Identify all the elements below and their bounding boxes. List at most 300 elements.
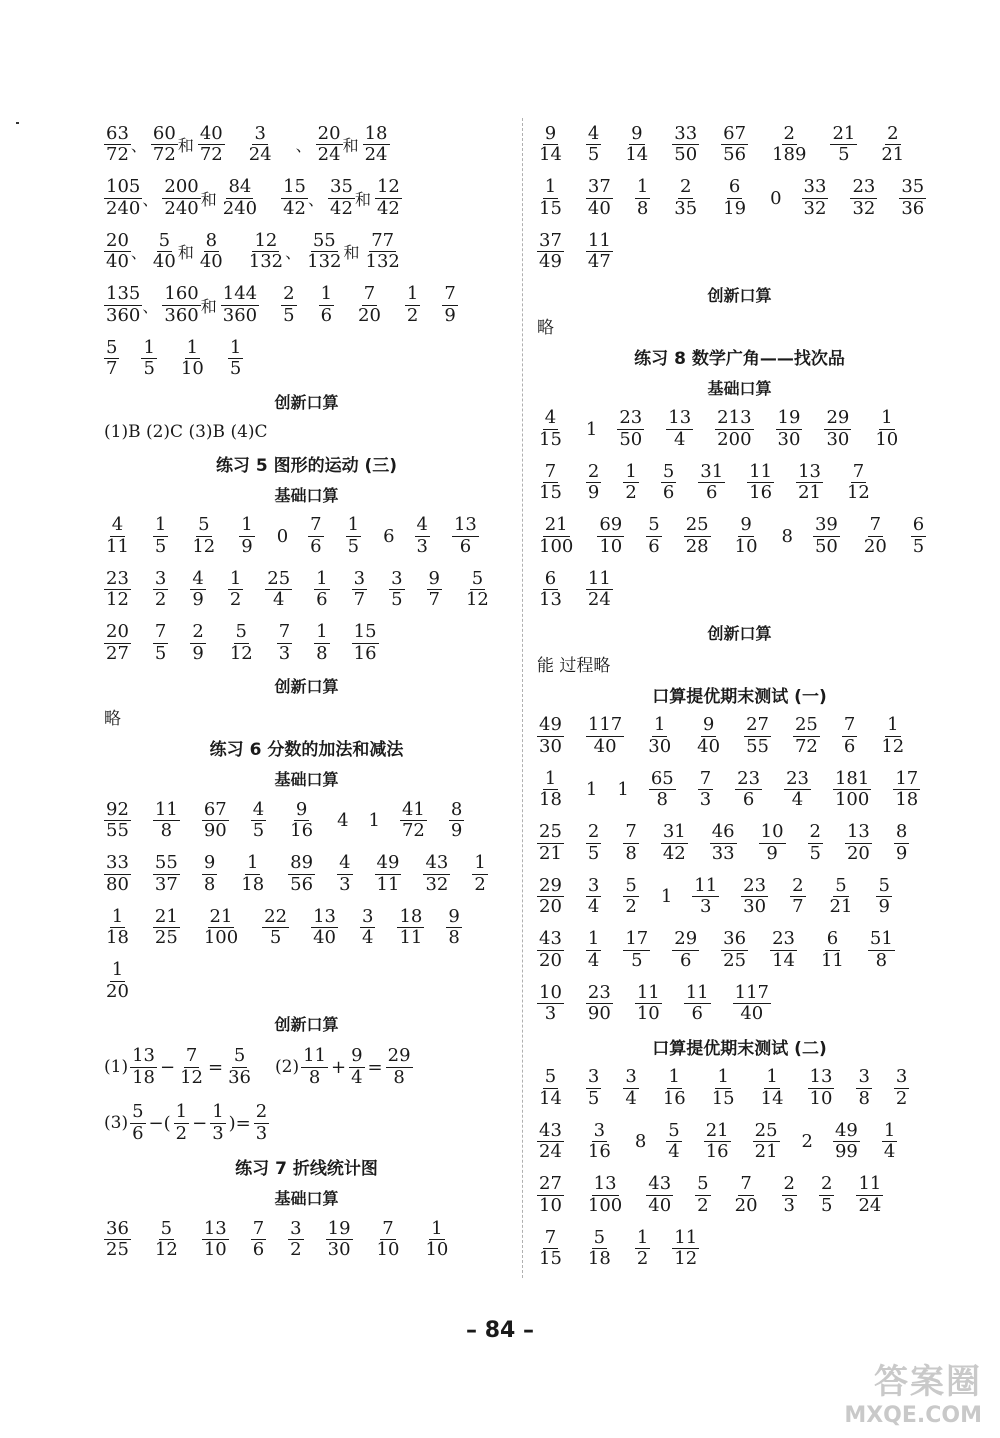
subsection-heading: 创新口算: [707, 285, 772, 305]
fraction: [537, 408, 564, 450]
denominator: 24: [248, 144, 272, 166]
numerator: 11: [858, 1173, 882, 1195]
numerator: 37: [587, 176, 611, 198]
numerator: 2: [283, 283, 295, 305]
denominator: 18: [539, 789, 562, 811]
operator: −(: [148, 1112, 171, 1134]
fraction: [281, 284, 296, 326]
denominator: 3: [544, 1003, 557, 1025]
operator: −: [192, 1112, 208, 1134]
answer-row: [537, 1222, 942, 1276]
fraction: [415, 515, 430, 557]
denominator: 2: [474, 873, 486, 895]
fraction: [446, 907, 461, 949]
denominator: 8: [625, 842, 637, 864]
numerator: 13: [593, 1173, 617, 1195]
numerator: 1: [347, 514, 360, 536]
fraction: [672, 929, 699, 971]
fraction: [597, 515, 624, 557]
numerator: 5: [158, 229, 171, 251]
numerator: 2: [192, 621, 204, 643]
integer-answer: 1: [660, 886, 673, 908]
denominator: 20: [734, 1194, 758, 1216]
denominator: 27: [106, 642, 129, 664]
denominator: 4: [587, 949, 600, 971]
denominator: 20: [846, 842, 870, 864]
denominator: 42: [376, 197, 400, 219]
denominator: 5: [347, 535, 360, 557]
fraction: [328, 177, 355, 219]
numerator: 7: [444, 283, 456, 305]
subsection-heading: 创新口算: [274, 1015, 339, 1034]
denominator: 5: [154, 642, 167, 664]
problem-label: (1): [104, 1057, 129, 1077]
numerator: 1: [625, 460, 637, 482]
numerator: 27: [746, 714, 769, 736]
fraction: [104, 622, 131, 664]
numerator: 3: [587, 1066, 600, 1088]
denominator: 9: [241, 535, 253, 557]
denominator: 40: [152, 251, 176, 273]
numerator: 40: [199, 122, 223, 144]
denominator: 21: [754, 1141, 778, 1163]
numerator: 20: [317, 122, 341, 144]
numerator: 25: [539, 821, 562, 843]
section-title: 练习 6 分数的加法和减法: [209, 740, 404, 760]
numerator: 2: [679, 176, 692, 198]
answer-row: [104, 225, 509, 279]
denominator: 33: [711, 842, 735, 864]
fraction: [198, 124, 225, 166]
numerator: 1: [143, 336, 155, 358]
numerator: 1: [653, 714, 666, 736]
numerator: 7: [625, 821, 637, 843]
fraction: [661, 462, 676, 504]
denominator: 21: [829, 896, 853, 918]
numerator: 12: [376, 176, 400, 198]
numerator: 25: [794, 714, 818, 736]
fraction: [710, 1067, 737, 1109]
denominator: 25: [106, 1239, 129, 1261]
fraction: [698, 462, 725, 504]
denominator: 132: [248, 251, 284, 273]
fraction: [210, 1102, 225, 1144]
fraction: [776, 408, 803, 450]
numerator: 9: [295, 798, 308, 820]
fraction: [153, 853, 180, 895]
fraction: [635, 177, 650, 219]
subsection-heading: 基础口算: [274, 770, 339, 789]
numerator: 31: [662, 821, 686, 843]
numerator: 7: [852, 460, 865, 482]
numerator: 5: [198, 514, 210, 536]
numerator: 11: [636, 981, 660, 1003]
numerator: 7: [363, 283, 376, 305]
fraction: [586, 1174, 624, 1216]
fraction: [586, 1121, 613, 1163]
numerator: 67: [203, 798, 227, 820]
numerator: 67: [723, 122, 747, 144]
fraction: [721, 177, 748, 219]
numerator: 23: [786, 767, 809, 789]
denominator: 15: [539, 1248, 562, 1270]
denominator: 2: [625, 482, 637, 504]
fraction: [684, 983, 711, 1025]
denominator: 4: [587, 896, 600, 918]
answer-text: 能 过程略: [537, 655, 611, 676]
fraction: [850, 177, 877, 219]
denominator: 10: [180, 358, 204, 380]
fraction: [288, 800, 315, 842]
site-watermark: 答案圈 MXQE.COM: [844, 1362, 982, 1428]
numerator: 160: [164, 283, 199, 305]
problem-label: (2): [275, 1057, 300, 1077]
denominator: 5: [587, 842, 600, 864]
fraction: [784, 769, 811, 811]
denominator: 5: [143, 358, 155, 380]
numerator: 5: [593, 1226, 606, 1248]
fraction: [281, 177, 308, 219]
fraction: [151, 124, 178, 166]
numerator: 13: [453, 514, 477, 536]
fraction: [537, 569, 564, 611]
denominator: 4: [668, 1141, 680, 1163]
numerator: 15: [283, 176, 307, 198]
denominator: 19: [723, 197, 747, 219]
answer-row: [104, 172, 509, 226]
numerator: 9: [448, 905, 460, 927]
numerator: 10: [760, 821, 784, 843]
fraction: [623, 822, 638, 864]
answer-row: [537, 870, 942, 924]
denominator: 4: [351, 1066, 363, 1088]
numerator: 1: [636, 176, 649, 198]
numerator: 3: [587, 874, 600, 896]
numerator: 5: [233, 1044, 246, 1066]
numerator: 9: [203, 852, 216, 874]
numerator: 1: [229, 567, 242, 589]
denominator: 30: [777, 428, 801, 450]
separator: 、: [295, 136, 312, 156]
numerator: 25: [754, 1119, 778, 1141]
separator: 和: [177, 243, 194, 263]
numerator: 20: [106, 229, 129, 251]
fraction: [104, 907, 131, 949]
numerator: 7: [310, 514, 322, 536]
fraction: [319, 284, 334, 326]
denominator: 10: [425, 1239, 449, 1261]
fraction: [710, 822, 737, 864]
fraction: [623, 124, 650, 166]
denominator: 32: [803, 197, 827, 219]
answer-row: [537, 225, 942, 279]
fraction: [894, 822, 909, 864]
denominator: 55: [746, 735, 769, 757]
numerator: 1: [316, 567, 328, 589]
denominator: 15: [539, 428, 562, 450]
fraction: [228, 338, 243, 380]
numerator: 20: [106, 621, 129, 643]
fraction: [153, 907, 180, 949]
fraction: [356, 284, 383, 326]
integer-answer: 8: [634, 1131, 647, 1153]
denominator: 24: [858, 1194, 882, 1216]
fraction: [423, 853, 450, 895]
numerator: 7: [185, 1044, 198, 1066]
denominator: 37: [154, 873, 178, 895]
answer-row: [537, 763, 942, 817]
operator: −: [160, 1056, 176, 1078]
numerator: 5: [471, 567, 484, 589]
numerator: 11: [587, 567, 611, 589]
denominator: 80: [106, 873, 129, 895]
denominator: 8: [316, 642, 328, 664]
denominator: 28: [685, 535, 709, 557]
fraction: [104, 960, 131, 1002]
numerator: 9: [351, 1044, 363, 1066]
denominator: 360: [164, 304, 199, 326]
fraction: [856, 1174, 883, 1216]
fraction: [753, 1121, 780, 1163]
numerator: 41: [401, 798, 425, 820]
fraction: [911, 515, 926, 557]
denominator: 10: [599, 535, 623, 557]
answer-row: [537, 1169, 942, 1223]
denominator: 15: [539, 197, 562, 219]
fraction: [262, 907, 289, 949]
numerator: 7: [382, 1217, 394, 1239]
denominator: 4: [791, 789, 804, 811]
denominator: 20: [358, 304, 381, 326]
numerator: 23: [106, 567, 129, 589]
fraction: [868, 929, 895, 971]
numerator: 6: [912, 514, 925, 536]
fraction: [130, 1102, 145, 1144]
fraction: [537, 1121, 564, 1163]
fraction: [856, 1067, 871, 1109]
fraction: [623, 1067, 638, 1109]
numerator: 3: [154, 567, 167, 589]
denominator: 189: [772, 144, 807, 166]
denominator: 30: [327, 1239, 351, 1261]
denominator: 18: [132, 1066, 155, 1088]
numerator: 1: [111, 905, 124, 927]
answer-column-left: [104, 118, 509, 1267]
fraction: [586, 124, 601, 166]
answer-row: [104, 955, 509, 1009]
numerator: 1: [636, 1226, 649, 1248]
integer-answer: 6: [383, 525, 395, 547]
denominator: 21: [798, 482, 821, 504]
fraction: [397, 907, 424, 949]
fraction: [537, 769, 564, 811]
denominator: 100: [834, 789, 870, 811]
numerator: 5: [878, 874, 890, 896]
denominator: 72: [401, 820, 425, 842]
fraction: [104, 231, 131, 273]
fraction: [162, 177, 200, 219]
section-title: 口算提优期末测试 (一): [652, 686, 827, 707]
fraction: [819, 1174, 834, 1216]
denominator: 40: [313, 927, 336, 949]
denominator: 16: [662, 1087, 686, 1109]
fraction: [735, 769, 762, 811]
denominator: 9: [895, 842, 908, 864]
equation-row: [104, 1039, 509, 1095]
denominator: 6: [648, 535, 660, 557]
numerator: 7: [278, 621, 291, 643]
subsection-heading: 基础口算: [274, 485, 339, 505]
denominator: 24: [364, 144, 388, 166]
denominator: 360: [106, 304, 141, 326]
numerator: 5: [160, 1217, 173, 1239]
denominator: 9: [450, 820, 463, 842]
numerator: 17: [625, 928, 649, 950]
subsection-heading: 创新口算: [274, 392, 339, 412]
numerator: 5: [106, 336, 118, 358]
answer-row: [104, 563, 509, 617]
numerator: 2: [587, 821, 600, 843]
denominator: 6: [310, 535, 322, 557]
denominator: 6: [320, 304, 333, 326]
denominator: 6: [843, 735, 856, 757]
numerator: 18: [399, 905, 423, 927]
denominator: 12: [229, 642, 253, 664]
numerator: 8: [895, 821, 908, 843]
denominator: 200: [717, 428, 752, 450]
numerator: 5: [697, 1173, 709, 1195]
numerator: 5: [668, 1119, 680, 1141]
fraction: [464, 569, 491, 611]
fraction: [202, 907, 240, 949]
denominator: 12: [154, 1239, 178, 1261]
fraction: [427, 569, 442, 611]
denominator: 55: [106, 820, 129, 842]
fraction: [104, 124, 131, 166]
numerator: 3: [625, 1066, 637, 1088]
denominator: 47: [587, 251, 611, 273]
fraction: [649, 769, 676, 811]
fraction: [672, 124, 699, 166]
denominator: 42: [330, 197, 353, 219]
denominator: 40: [740, 1003, 764, 1025]
denominator: 100: [587, 1194, 623, 1216]
fraction: [862, 515, 889, 557]
fraction: [221, 284, 259, 326]
denominator: 10: [376, 1239, 400, 1261]
denominator: 6: [316, 589, 328, 611]
numerator: 29: [387, 1044, 411, 1066]
numerator: 5: [625, 874, 637, 896]
answer-row: [104, 118, 509, 172]
fraction: [692, 876, 719, 918]
fraction: [452, 515, 479, 557]
denominator: 6: [705, 482, 718, 504]
fraction: [819, 929, 846, 971]
denominator: 11: [820, 949, 844, 971]
denominator: 30: [539, 735, 562, 757]
denominator: 36: [901, 197, 925, 219]
integer-answer: 2: [801, 1131, 813, 1153]
fraction: [190, 622, 205, 664]
denominator: 20: [539, 896, 562, 918]
denominator: 12: [192, 535, 216, 557]
fraction: [813, 515, 840, 557]
fraction: [586, 177, 613, 219]
fraction: [790, 876, 805, 918]
numerator: 21: [209, 905, 233, 927]
fraction: [646, 515, 661, 557]
fraction: [842, 715, 857, 757]
fraction: [141, 338, 156, 380]
denominator: 5: [912, 535, 925, 557]
fraction: [537, 1067, 564, 1109]
numerator: 21: [705, 1119, 729, 1141]
fraction: [537, 231, 564, 273]
fraction: [226, 1046, 253, 1088]
denominator: 5: [838, 144, 850, 166]
fraction: [153, 622, 168, 664]
answer-row: [537, 817, 942, 871]
numerator: 23: [587, 981, 611, 1003]
fraction: [104, 515, 131, 557]
denominator: 5: [587, 144, 600, 166]
separator: 和: [342, 136, 359, 156]
denominator: 9: [878, 896, 890, 918]
fraction: [770, 929, 797, 971]
numerator: 6: [544, 567, 557, 589]
fraction: [104, 853, 131, 895]
numerator: 13: [798, 460, 821, 482]
numerator: 1: [544, 176, 557, 198]
equation-row: [104, 1095, 509, 1151]
numerator: 36: [106, 1217, 129, 1239]
fraction: [375, 177, 402, 219]
denominator: 10: [809, 1087, 833, 1109]
denominator: 132: [365, 251, 400, 273]
numerator: 3: [361, 905, 374, 927]
numerator: 31: [700, 460, 724, 482]
denominator: 8: [858, 1087, 870, 1109]
answer-row: [537, 456, 942, 510]
fraction: [879, 124, 906, 166]
fraction: [537, 876, 564, 918]
fraction: [247, 231, 285, 273]
numerator: 33: [674, 122, 698, 144]
fraction: [808, 1067, 835, 1109]
fraction: [828, 876, 855, 918]
denominator: 5: [269, 927, 282, 949]
subsection-heading: 基础口算: [274, 1189, 339, 1208]
denominator: 8: [636, 197, 649, 219]
fraction: [130, 1046, 157, 1088]
operator: +: [331, 1056, 347, 1078]
numerator: 144: [222, 283, 258, 305]
fraction: [277, 622, 292, 664]
denominator: 49: [539, 251, 562, 273]
fraction: [153, 569, 168, 611]
denominator: 8: [448, 927, 460, 949]
denominator: 3: [339, 873, 351, 895]
numerator: 7: [869, 514, 882, 536]
numerator: 9: [544, 122, 557, 144]
answer-row: [537, 977, 942, 1031]
numerator: 92: [106, 798, 129, 820]
denominator: 5: [229, 358, 242, 380]
numerator: 23: [737, 767, 761, 789]
fraction: [893, 769, 920, 811]
fraction: [796, 462, 823, 504]
